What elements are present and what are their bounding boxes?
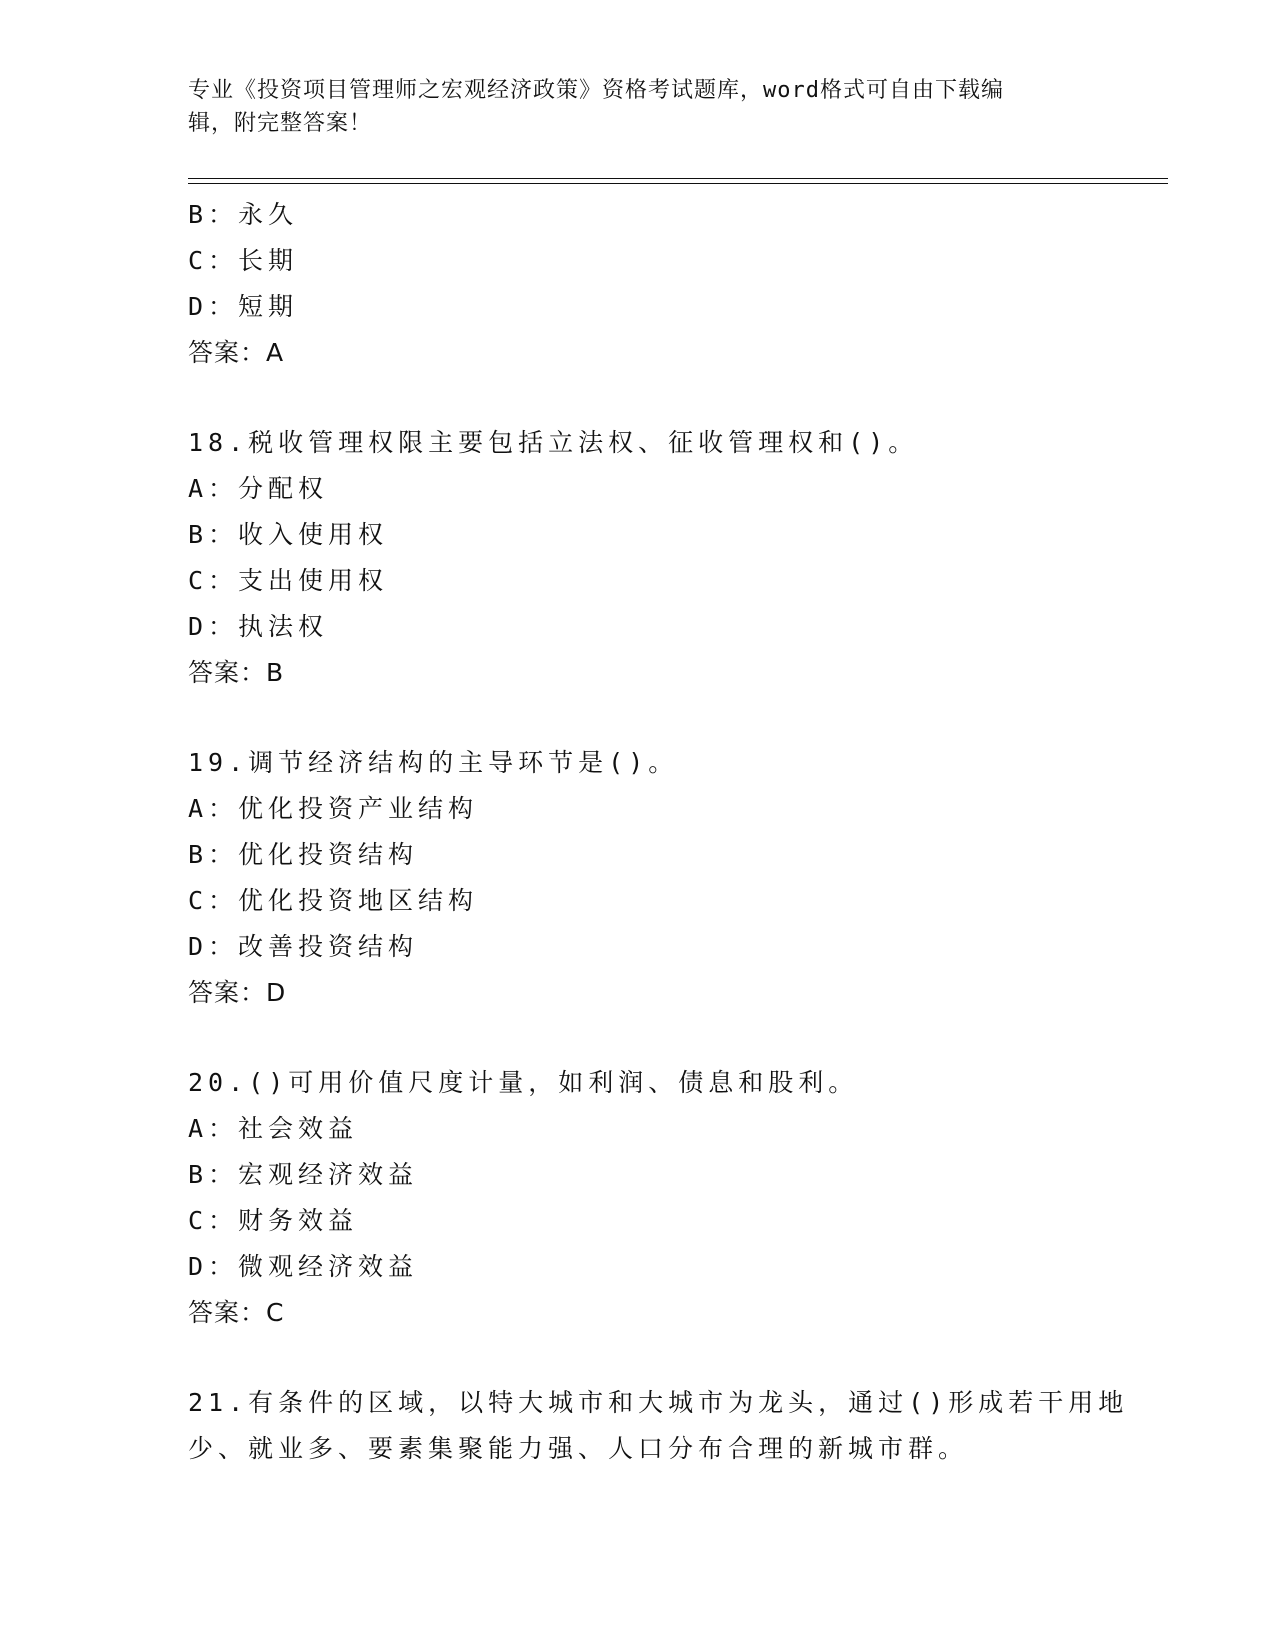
- question-18: [188, 420, 1128, 696]
- answer-line: 答案：A: [188, 338, 285, 367]
- question-19: [188, 740, 1128, 1016]
- option-b: B：宏观经济效益: [188, 1160, 419, 1189]
- header-line-1: 专业《投资项目管理师之宏观经济政策》资格考试题库，word格式可自由下载编: [188, 78, 1004, 103]
- question-stem: 19.调节经济结构的主导环节是()。: [188, 748, 679, 777]
- option-c: C：财务效益: [188, 1206, 359, 1235]
- option-d: D：改善投资结构: [188, 932, 419, 961]
- option-c: C：长期: [188, 246, 299, 275]
- option-c: C：支出使用权: [188, 566, 389, 595]
- option-d: D：执法权: [188, 612, 329, 641]
- document-header: [188, 74, 1088, 140]
- option-a: A：社会效益: [188, 1114, 359, 1143]
- header-divider-top: [188, 178, 1168, 179]
- question-20: [188, 1060, 1128, 1336]
- option-a: A：分配权: [188, 474, 329, 503]
- question-stem-line-2: 少、就业多、要素集聚能力强、人口分布合理的新城市群。: [188, 1434, 969, 1463]
- option-b: B：收入使用权: [188, 520, 389, 549]
- option-a: A：优化投资产业结构: [188, 794, 479, 823]
- question-17-continued: [188, 192, 1128, 376]
- question-stem: 18.税收管理权限主要包括立法权、征收管理权和()。: [188, 428, 919, 457]
- option-c: C：优化投资地区结构: [188, 886, 479, 915]
- option-b: B：优化投资结构: [188, 840, 419, 869]
- header-line-2: 辑，附完整答案！: [188, 111, 373, 136]
- answer-line: 答案：C: [188, 1298, 285, 1327]
- question-21: [188, 1380, 1128, 1472]
- answer-line: 答案：B: [188, 658, 285, 687]
- option-b: B：永久: [188, 200, 299, 229]
- option-d: D：微观经济效益: [188, 1252, 419, 1281]
- question-stem-line-1: 21.有条件的区域，以特大城市和大城市为龙头，通过()形成若干用地: [188, 1388, 1129, 1417]
- option-d: D：短期: [188, 292, 299, 321]
- question-content: [188, 192, 1128, 1472]
- answer-line: 答案：D: [188, 978, 287, 1007]
- question-stem: 20.()可用价值尺度计量，如利润、债息和股利。: [188, 1068, 859, 1097]
- header-divider-bottom: [188, 183, 1168, 184]
